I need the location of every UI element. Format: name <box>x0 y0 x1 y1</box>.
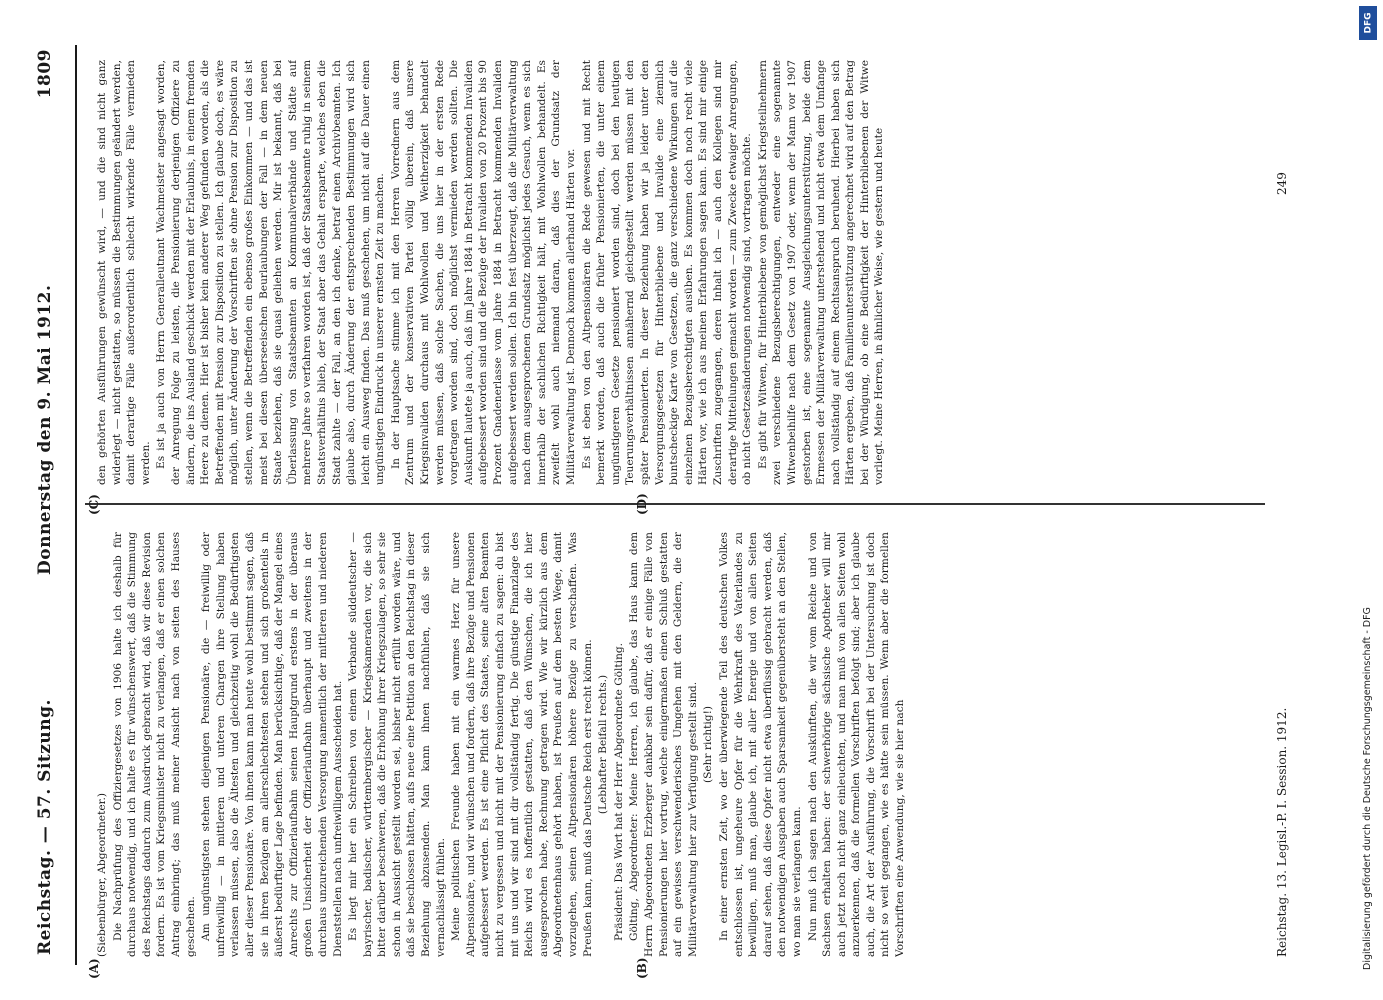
document-page <box>25 35 1345 979</box>
header-date: Donnerstag den 9. Mai 1912. <box>35 284 55 575</box>
left-column <box>95 532 1275 957</box>
paragraph: Die Nachprüfung des Offiziergesetzes von 1906 halte ich deshalb für durchaus notwendig, und ich halte es für wünschenswert, daß die Stimmung des Reichstags dadurch zum Ausdruck gebracht wird, daß wir diese Revision fordern. Es ist vom Kriegsminister nicht zu verlangen, daß er einen solchen Antrag einbringt; das muß meiner Ansicht nach von seiten des Hauses geschehen. <box>111 532 197 957</box>
right-column <box>95 60 1275 485</box>
margin-marker-c: (C) <box>87 494 101 515</box>
header-page-number: 1809 <box>35 49 55 99</box>
paragraph: Meine politischen Freunde haben mit ein warmes Herz für unsere Altpensionäre, und wir wünschen und fordern, daß ihre Bezüge und Pensionen aufgebessert werden. Es ist eine Pflicht des Staates, seine alten Beamten nicht zu vergessen und nicht mit der Pensionierung einfach zu sagen: du bist mit uns und wir sind mit dir vollständig fertig. Die günstige Finanzlage des Reichs wird es hoffentlich gestatten, daß den Wünschen, die ich hier ausgesprochen habe, Rechnung getragen wird. Wie wir kürzlich aus dem Abgeordnetenhaus gehört haben, ist Preußen auf dem besten Wege, damit vorzugehen, seinen Altpensionären höhere Bezüge zu verschaffen. Was Preußen kann, muß das Deutsche Reich erst recht können. <box>450 532 594 957</box>
footer-legislature: Reichstag. 13. Legisl.-P. I. Session. 1912. <box>1275 707 1289 957</box>
header-session: Reichstag. — 57. Sitzung. <box>35 699 55 955</box>
paragraph: In einer ernsten Zeit, wo der überwiegende Teil des deutschen Volkes entschlossen ist, ungeheure Opfer für die Wehrkraft des Vaterlandes zu bewilligen, muß man, glaube ich, mit aller Energie und von allen Seiten darauf sehen, daß diese Opfer nicht etwa überflüssig gebracht werden, daß den notwendigen Ausgaben auch Sparsamkeit gegenübersteht an den Stellen, wo man sie verlangen kann. <box>717 532 803 957</box>
interjection: (Lebhafter Beifall rechts.) <box>597 674 610 815</box>
column-divider <box>85 504 1265 506</box>
header-rule <box>75 45 77 965</box>
paragraph: Es ist ja auch von Herrn Generalleutnant Wachmeister angesagt worden, der Anregung Folge zu leisten, die Pensionierung derjenigen Offiziere zu ändern, die ins Ausland geschickt werden mit der Erlaubnis, in einem fremden Heere zu dienen. Hier ist bisher kein anderer Weg gefunden worden, als die Betreffenden mit Pension zur Disposition zu stellen. Ich glaube doch, es wäre möglich, unter Änderung der Vorschriften sie ohne Pension zur Disposition zu stellen, wenn die Betreffenden ein ebenso großes Einkommen — und das ist meist bei diesen überseeischen Beurlaubungen der Fall — in dem neuen Staate beziehen, daß sie quasi geliehen werden. Mir ist bekannt, daß bei Überlassung von Staatsbeamten an Kommunalverbände und Städte auf mehrere Jahre so verfahren worden ist, daß der Staatsbeamte ruhig in seinem Staatsverhältnis blieb, der Staat aber das Gehalt ersparte, welches eben die Stadt zahlte — der Fall, an den ich denke, betraf einen Archivbeamten. Ich glaube also, durch Änderung der entsprechenden Bestimmungen wird sich leicht ein Ausweg finden. Das muß geschehen, um nicht auf die Dauer einen ungünstigen Eindruck in unserer ernsten Zeit zu machen. <box>155 60 387 485</box>
paragraph: In der Hauptsache stimme ich mit den Herren Vorrednern aus dem Zentrum und der konservativen Partei völlig überein, daß unsere Kriegsinvaliden durchaus mit Wohlwollen und Weitherzigkeit behandelt werden müssen, daß solche Sachen, die uns hier in der ersten Rede vorgetragen worden sind, doch möglichst vermieden werden sollten. Die Auskunft lautete ja auch, daß im Jahre 1884 in Betracht kommenden Invaliden aufgebessert worden sind und die Bezüge der Invaliden von 20 Prozent bis 90 Prozent Gnadenerlasse vom Jahre 1884 in Betracht kommenden Invaliden aufgebessert werden sollen. Ich bin fest überzeugt, daß die Militärverwaltung nach dem ausgesprochenen Grundsatz möglichst jedes Gesuch, wenn es sich innerhalb der sachlichen Richtigkeit hält, mit Wohlwollen behandelt. Es zweifelt wohl auch niemand daran, daß dies der Grundsatz der Militärverwaltung ist. Dennoch kommen allerhand Härten vor. <box>389 60 577 485</box>
paragraph: Es ist eben von den Altpensionären die Rede gewesen und mit Recht bemerkt worden, daß auch die früher Pensionierten, die unter einem ungünstigeren Gesetze pensioniert worden sind, doch bei den heutigen Teuerungsverhältnissen annähernd gleichgestellt werden müssen mit den später Pensionierten. In dieser Beziehung haben wir ja leider unter den Versorgungsgesetzen für Hinterbliebene und Invalide eine ziemlich buntscheckige Karte von Gesetzen, die ganz verschiedene Wirkungen auf die einzelnen Bezugsberechtigten ausüben. Es kommen doch noch recht viele Härten vor, wie ich aus meinen Erfahrungen sagen kann. Es sind mir einige Zuschriften zugegangen, deren Inhalt ich — auch den Kollegen sind mir derartige Mitteilungen gemacht worden — zum Zwecke etwaiger Anregungen, ob nicht Gesetzesänderungen notwendig sind, vortragen möchte. <box>580 60 754 485</box>
paragraph: Es gibt für Witwen, für Hinterbliebene von gemöglichst Kriegsteilnehmern zwei verschiedene Bezugsberechtigungen, entweder eine sogenannte Witwenbeihilfe nach dem Gesetz von 1907 oder, wenn der Mann vor 1907 gestorben ist, eine sogenannte Ausgleichungsunterstützung, beide dem Ermessen der Militärverwaltung unterstehend und nicht etwa dem Umfange nach vollständig auf einem Rechtsanspruch beruhend. Hierbei haben sich Härten ergeben, daß Familienunterstützung angerechnet wird auf den Betrag bei der Würdigung, ob eine Bedürftigkeit der Hinterbliebenen der Witwe vorliegt. Meine Herren, in ähnlicher Weise, wie gestern und heute <box>756 60 886 485</box>
side-notice <box>1355 0 1383 1000</box>
paragraph: Nun muß ich sagen nach den Auskünften, die wir vom Reiche und von Sachsen erhalten haben: der schwerhörige sächsische Apotheker will mir auch jetzt noch nicht ganz einleuchten, und man muß von allen Seiten wohl anzuerkennen, daß die formellen Vorschriften befolgt sind; aber ich glaube auch, die Art der Ausführung, die Vorschrift bei der Untersuchung ist doch nicht so weit gegangen, wie es hätte sein müssen. Wenn aber die formellen Vorschriften eine Anwendung, wie sie hier nach <box>806 532 907 957</box>
footer-sheet-number: 249 <box>1275 172 1289 195</box>
funding-notice: Digitalisierung gefördert durch die Deutsche Forschungsgemeinschaft - DFG <box>1362 607 1373 970</box>
page-header <box>25 35 95 975</box>
margin-marker-b: (B) <box>635 957 649 979</box>
paragraph: Am ungünstigsten stehen diejenigen Pensionäre, die — freiwillig oder unfreiwillig — in mittleren und unteren Chargen ihre Stellung haben verlassen müssen, also die Ältesten und gleichzeitig wohl die Bedürftigsten aller dieser Pensionäre. Von ihnen kann man heute wohl bestimmt sagen, daß sie in ihren Bezügen am allerschlechtesten stehen und sich großenteils in äußerst bedürftiger Lage befinden. Man berücksichtige, daß der Mangel eines Anrechts zur Offizierlaufbahn seinen Hauptgrund erstens in der überaus großen Unsicherheit der Offizierlaufbahn überhaupt und zweitens in der durchaus unzureichenden Versorgung namentlich der mittleren und niederen Dienststellen nach unfreiwilligem Ausscheiden hat. <box>200 532 344 957</box>
speaker-tag: (Siebenbürger, Abgeordneter.) <box>96 792 108 957</box>
paragraph: Es liegt mir hier ein Schreiben von einem Verbande süddeutscher — bayrischer, badischer, württembergischer — Kriegskameraden vor, die sich bitter darüber beschweren, daß die Erhöhung ihrer Kriegszulagen, so sehr sie schon in Aussicht gestellt worden sei, bisher nicht erfüllt worden wäre, und daß sie beschlossen hätten, aufs neue eine Petition an den Reichstag in dieser Beziehung abzusenden. Man kann ihnen nachfühlen, daß sie sich vernachlässigt fühlen. <box>347 532 447 957</box>
paragraph: den gehörten Ausführungen gewünscht wird, — und die sind nicht ganz widerlegt — nicht gestatten, so müssen die Bestimmungen geändert werden, damit derartige Fälle außerordentlich schlecht wirkende Fälle vermieden werden. <box>96 60 152 485</box>
dfg-logo: DFG <box>1359 6 1377 40</box>
paragraph: Gölting, Abgeordneter: Meine Herren, ich glaube, das Haus kann dem Herrn Abgeordneten Erzberger dankbar sein dafür, daß er einige Fälle von Pensionierungen hier vortrug, welche einigermaßen einen Schluß gestatten auf ein gewisses verschwenderisches Umgehen mit den Geldern, die der Militärverwaltung hier zur Verfügung gestellt sind. <box>628 532 699 957</box>
paragraph: Präsident: Das Wort hat der Herr Abgeordnete Gölting. <box>612 642 625 941</box>
margin-marker-d: (D) <box>635 493 649 515</box>
interjection: (Sehr richtig!) <box>702 706 715 783</box>
margin-marker-a: (A) <box>87 958 101 979</box>
